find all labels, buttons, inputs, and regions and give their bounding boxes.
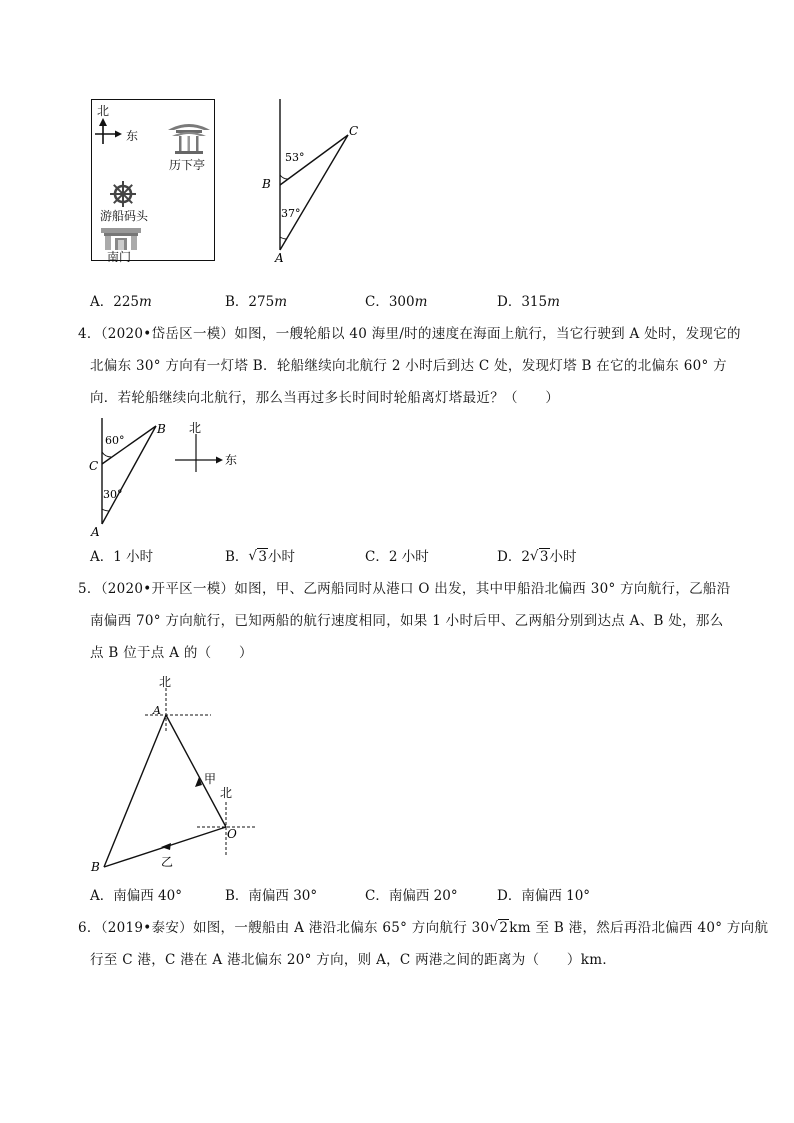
q3-point-B: B — [262, 177, 271, 191]
pavilion-icon — [166, 120, 212, 156]
q3-choice-d[interactable]: D．315m — [497, 294, 560, 310]
q5-point-O: O — [227, 827, 237, 841]
q4-choice-c[interactable]: C．2 小时 — [365, 549, 429, 565]
ship-wheel-icon — [109, 180, 137, 208]
q5-choice-b[interactable]: B．南偏西 30° — [225, 888, 318, 904]
q4-point-B: B — [157, 422, 166, 436]
q4-north-label: 北 — [189, 421, 202, 435]
q4-figure — [85, 416, 255, 540]
q3-pavilion-label: 历下亭 — [169, 158, 206, 172]
q4-point-C: C — [89, 459, 99, 473]
q5-stem-line-1: 5．（2020•开平区一模）如图，甲、乙两船同时从港口 O 出发，其中甲船沿北偏西 30° 方向航行，乙船沿 — [78, 581, 731, 597]
q3-map-east-label: 东 — [126, 129, 139, 143]
q4-stem-line-2: 北偏东 30° 方向有一灯塔 B．轮船继续向北航行 2 小时后到达 C 处，发现灯塔 B 在它的北偏东 60° 方 — [90, 358, 727, 374]
q3-point-A: A — [275, 251, 284, 265]
q4-point-A: A — [91, 525, 100, 539]
q5-point-B: B — [91, 860, 100, 874]
q4-choice-a[interactable]: A．1 小时 — [90, 549, 154, 565]
q3-gate-label: 南门 — [107, 250, 132, 264]
q3-map-figure — [91, 99, 215, 264]
yi-direction-arrow-icon — [161, 843, 171, 850]
sqrt-sign: √ 3 — [248, 548, 268, 566]
q6-stem-line-1: 6．（2019•泰安）如图，一艘船由 A 港沿北偏东 65° 方向航行 30√ 2km 至 B 港，然后再沿北偏西 40° 方向航 — [78, 919, 768, 937]
q6-stem-line-2: 行至 C 港，C 港在 A 港北偏东 20° 方向，则 A，C 两港之间的距离为（ ）km． — [90, 952, 617, 968]
east-arrow-icon — [216, 457, 223, 464]
q3-triangle-figure — [255, 97, 365, 267]
q5-stem-line-2: 南偏西 70° 方向航行，已知两船的航行速度相同，如果 1 小时后甲、乙两船分别到达点 A、B 处，那么 — [90, 613, 724, 629]
q5-jia-label: 甲 — [204, 772, 217, 786]
q3-angle-37: 37° — [281, 207, 301, 220]
q3-choice-b[interactable]: B．275m — [225, 294, 288, 310]
sqrt-sign: √ 2 — [489, 919, 509, 937]
q5-stem-line-3: 点 B 位于点 A 的（ ） — [90, 645, 253, 661]
q5-figure — [85, 670, 275, 880]
jia-direction-arrow-icon — [195, 777, 202, 787]
q3-map-north-label: 北 — [97, 104, 110, 118]
q5-yi-label: 乙 — [161, 855, 174, 869]
q3-point-C: C — [349, 124, 359, 138]
q3-angle-53: 53° — [285, 151, 305, 164]
q5-choice-a[interactable]: A．南偏西 40° — [90, 888, 182, 904]
q5-north-top-label: 北 — [159, 675, 172, 689]
q4-stem-line-3: 向．若轮船继续向北航行，那么当再过多长时间时轮船离灯塔最近？（ ） — [90, 390, 560, 406]
q3-choice-a[interactable]: A．225m — [90, 294, 152, 310]
q4-choice-d[interactable]: D．2√ 3小时 — [497, 548, 577, 566]
q4-choice-b[interactable]: B．√ 3小时 — [225, 548, 295, 566]
q5-north-O-label: 北 — [220, 786, 233, 800]
q3-choice-c[interactable]: C．300m — [365, 294, 428, 310]
q3-dock-label: 游船码头 — [100, 209, 149, 223]
q4-stem-line-1: 4．（2020•岱岳区一模）如图，一艘轮船以 40 海里/时的速度在海面上航行，当它行驶到 A 处时，发现它的 — [78, 326, 741, 342]
sqrt-sign: √ 3 — [530, 548, 550, 566]
q5-choice-d[interactable]: D．南偏西 10° — [497, 888, 591, 904]
q4-east-label: 东 — [225, 453, 238, 467]
q4-angle-60: 60° — [105, 434, 125, 447]
q5-point-A: A — [153, 704, 161, 717]
q4-angle-30: 30° — [103, 488, 123, 501]
q5-choice-c[interactable]: C．南偏西 20° — [365, 888, 458, 904]
